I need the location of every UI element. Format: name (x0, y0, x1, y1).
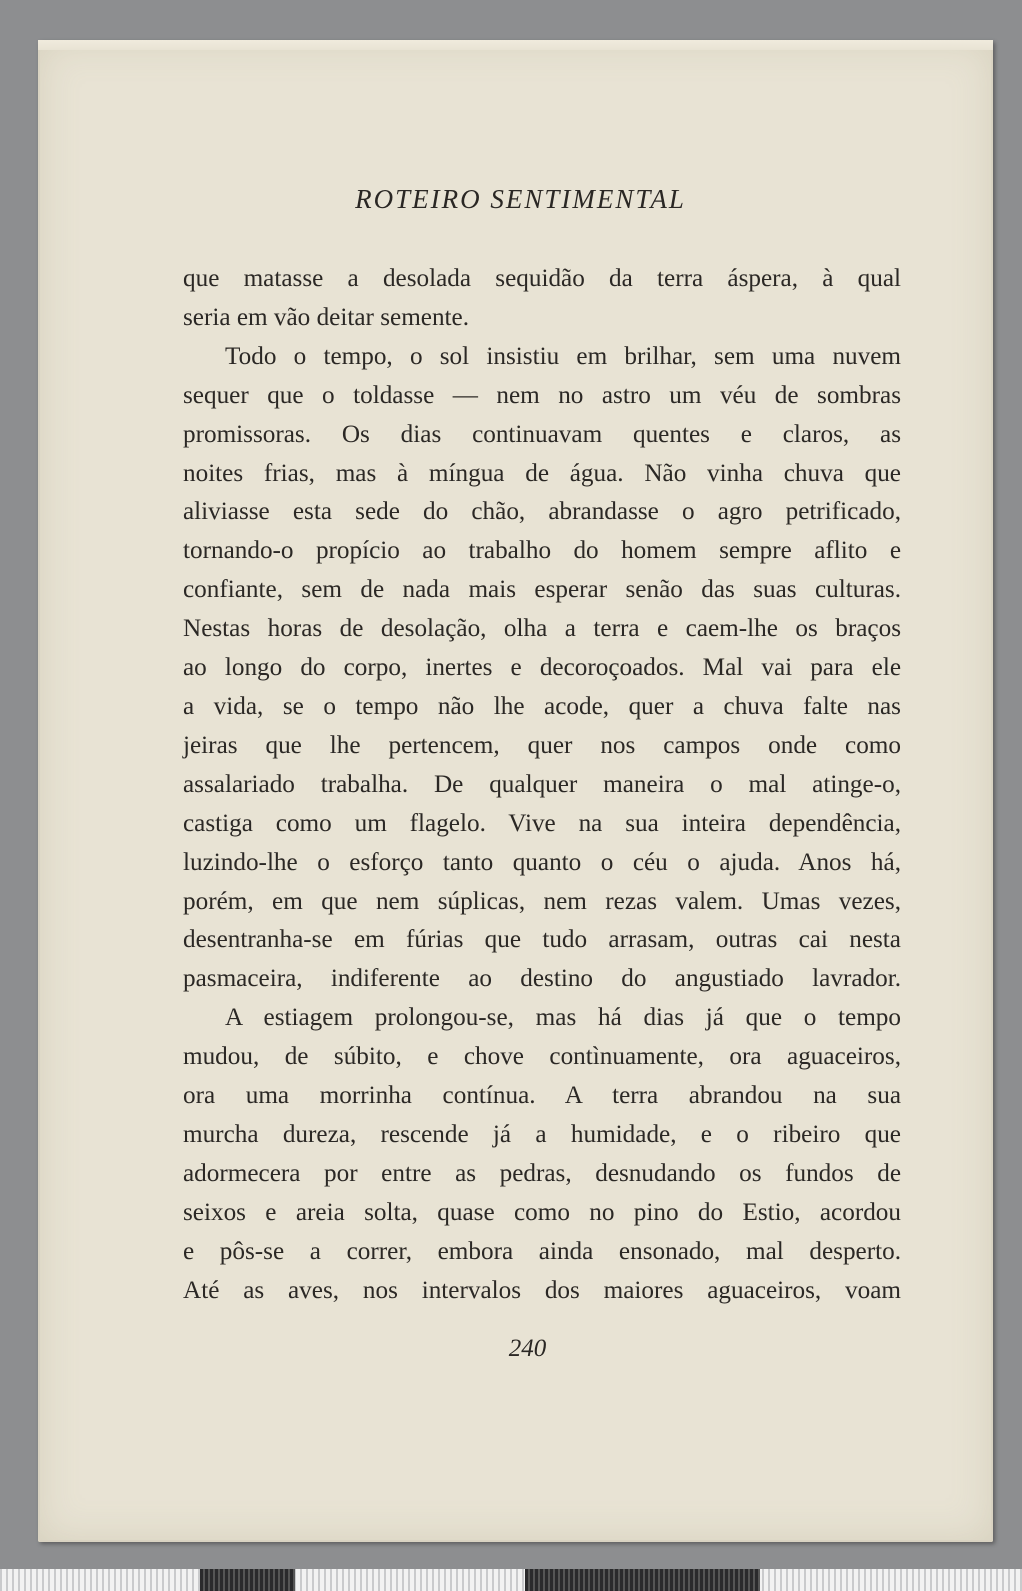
text-line: murcha dureza, rescende já a humidade, e o ribeiro que (183, 1120, 901, 1148)
text-line: aliviasse esta sede do chão, abrandasse o agro petrificado, (183, 498, 901, 526)
text-line: porém, em que nem súplicas, nem rezas valem. Umas vezes, (183, 887, 901, 915)
text-line: noites frias, mas à míngua de água. Não vinha chuva que (183, 459, 901, 487)
text-line: tornando-o propício ao trabalho do homem sempre aflito e (183, 537, 901, 565)
text-line: ora uma morrinha contínua. A terra abrandou na sua (183, 1082, 901, 1110)
scale-bar-dark-segment (200, 1569, 295, 1591)
running-head: ROTEIRO SENTIMENTAL (355, 184, 686, 214)
paragraph-3 (183, 999, 901, 1310)
scale-bar-dark-segment (525, 1569, 760, 1591)
page-number: 240 (508, 1335, 547, 1362)
text-line: seixos e areia solta, quase como no pino do Estio, acordou (183, 1198, 901, 1226)
text-line: confiante, sem de nada mais esperar senão das suas culturas. (183, 576, 901, 604)
text-line: Nestas horas de desolação, olha a terra e caem-lhe os braços (183, 615, 901, 643)
text-line: Até as aves, nos intervalos dos maiores aguaceiros, voam (183, 1276, 901, 1304)
text-line: promissoras. Os dias continuavam quentes e claros, as (183, 420, 901, 448)
paragraph-1 (183, 260, 901, 338)
text-line: assalariado trabalha. De qualquer maneira o mal atinge-o, (183, 770, 901, 798)
text-line: que matasse a desolada sequidão da terra áspera, à qual (183, 265, 901, 292)
text-line: desentranha-se em fúrias que tudo arrasam, outras cai nesta (183, 926, 901, 954)
text-line: luzindo-lhe o esforço tanto quanto o céu o ajuda. Anos há, (183, 848, 901, 876)
paragraph-2 (183, 338, 901, 999)
text-line: sequer que o toldasse — nem no astro um véu de sombras (183, 381, 901, 409)
book-page (38, 40, 993, 1542)
text-line: A estiagem prolongou-se, mas há dias já que o tempo (225, 1004, 901, 1032)
text-line: ao longo do corpo, inertes e decoroçoados. Mal vai para ele (183, 654, 901, 682)
text-line: Todo o tempo, o sol insistiu em brilhar, sem uma nuvem (225, 342, 901, 370)
text-line: castiga como um flagelo. Vive na sua inteira dependência, (183, 809, 901, 837)
text-line: jeiras que lhe pertencem, quer nos campos onde como (183, 731, 901, 759)
text-line: mudou, de súbito, e chove contìnuamente, ora aguaceiros, (183, 1043, 901, 1071)
text-line: e pôs-se a correr, embora ainda ensonado, mal desperto. (183, 1237, 901, 1265)
text-line: seria em vão deitar semente. (183, 303, 470, 331)
text-line: pasmaceira, indiferente ao destino do angustiado lavrador. (183, 965, 901, 993)
body-text (183, 260, 901, 1310)
text-line: a vida, se o tempo não lhe acode, quer a chuva falte nas (183, 692, 901, 720)
text-line: adormecera por entre as pedras, desnudando os fundos de (183, 1159, 901, 1187)
color-scale-bar (0, 1569, 1022, 1591)
